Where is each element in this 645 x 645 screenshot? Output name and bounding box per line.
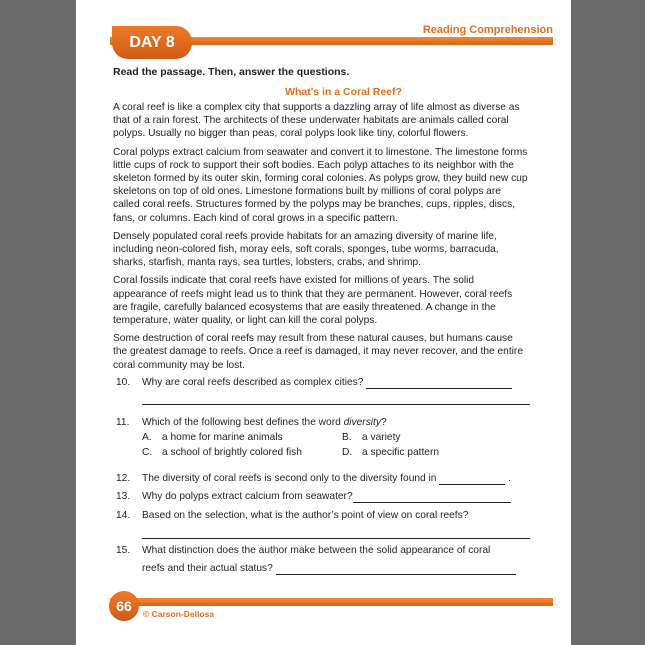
- question-text: Why do polyps extract calcium from seawater?: [142, 491, 353, 502]
- question-number: 11.: [116, 417, 130, 428]
- paragraph: Some destruction of coral reefs may result from these natural causes, but humans cause the greatest damage to reefs. Once a reef is damaged, it may never recover, and the entire coral community may be lost.: [113, 333, 523, 371]
- copyright: © Carson-Dellosa: [143, 609, 214, 619]
- paragraph: A coral reef is like a complex city that supports a dazzling array of life almost as diverse as that of a rain forest. The architects of these underwater habitats are animals called coral polyps. Usually no bigger than peas, coral polyps look like tiny, colorful flowers.: [113, 102, 520, 140]
- option-a[interactable]: [142, 432, 283, 443]
- footer-rule: [110, 598, 553, 606]
- option-b[interactable]: [342, 432, 401, 443]
- question-text-end: .: [508, 473, 511, 484]
- question-text: reefs and their actual status?: [142, 563, 273, 574]
- passage: [113, 101, 529, 377]
- option-letter: C.: [142, 447, 153, 458]
- question-term: diversity: [343, 417, 381, 428]
- question-number: 13.: [116, 491, 131, 502]
- answer-line[interactable]: [142, 538, 530, 539]
- answer-line[interactable]: [276, 564, 516, 575]
- option-d[interactable]: [342, 447, 439, 458]
- question-number: 14.: [116, 510, 131, 521]
- option-text: a variety: [362, 432, 401, 443]
- paragraph: Coral fossils indicate that coral reefs have existed for millions of years. The solid appearance of reefs might lead us to think that they are permanent. However, coral reefs are fragile, carefully balanced ecosystems that are easily threatened. A change in the temperature, water quality, or light can kill the coral polyps.: [113, 275, 513, 327]
- passage-title: What's in a Coral Reef?: [285, 86, 402, 98]
- option-text: a home for marine animals: [162, 432, 283, 443]
- option-letter: D.: [342, 447, 353, 458]
- question-number: 12.: [116, 473, 131, 484]
- option-text: a specific pattern: [362, 447, 440, 458]
- answer-line[interactable]: [366, 378, 512, 389]
- answer-line[interactable]: [142, 404, 530, 405]
- page-number: 66: [109, 591, 139, 621]
- worksheet-page: [76, 0, 571, 645]
- answer-line[interactable]: [439, 474, 505, 485]
- day-badge: DAY 8: [112, 26, 192, 59]
- option-letter: A.: [142, 432, 152, 443]
- paragraph: Densely populated coral reefs provide habitats for an amazing diversity of marine life, including neon-colored fish, moray eels, soft corals, sponges, tube worms, barracuda, sharks, starfish, manta rays, sea turtles, lobsters, crabs, and shrimp.: [113, 230, 499, 269]
- answer-line[interactable]: [353, 492, 511, 503]
- question-number: 10.: [116, 377, 131, 388]
- instructions: Read the passage. Then, answer the questions.: [113, 66, 350, 78]
- question-text: The diversity of coral reefs is second only to the diversity found in: [142, 473, 437, 484]
- paragraph: Coral polyps extract calcium from seawater and convert it to limestone. The limestone forms little cups of rock to support their soft bodies. Each polyp attaches to its neighbor with the skeleton formed by its outer skin, forming coral colonies. As polyps grow, they build new cup skeletons on top of old ones. Limestone formations built by millions of coral polyps are called coral reefs. Structures formed by the polyps may be branches, cups, ripples, discs, fans, or columns. Each kind of coral grows in a specific pattern.: [113, 146, 528, 224]
- question-text: What distinction does the author make between the solid appearance of coral: [142, 545, 491, 556]
- question-text: Why are coral reefs described as complex cities?: [142, 377, 364, 388]
- question-text-end: ?: [380, 417, 387, 428]
- question-number: 15.: [116, 545, 131, 556]
- question-text: Which of the following best defines the word: [142, 417, 344, 428]
- option-text: a school of brightly colored fish: [162, 447, 302, 458]
- option-c[interactable]: [142, 447, 302, 458]
- option-letter: B.: [342, 432, 352, 443]
- question-text: Based on the selection, what is the author’s point of view on coral reefs?: [142, 510, 469, 521]
- section-label: Reading Comprehension: [422, 24, 553, 36]
